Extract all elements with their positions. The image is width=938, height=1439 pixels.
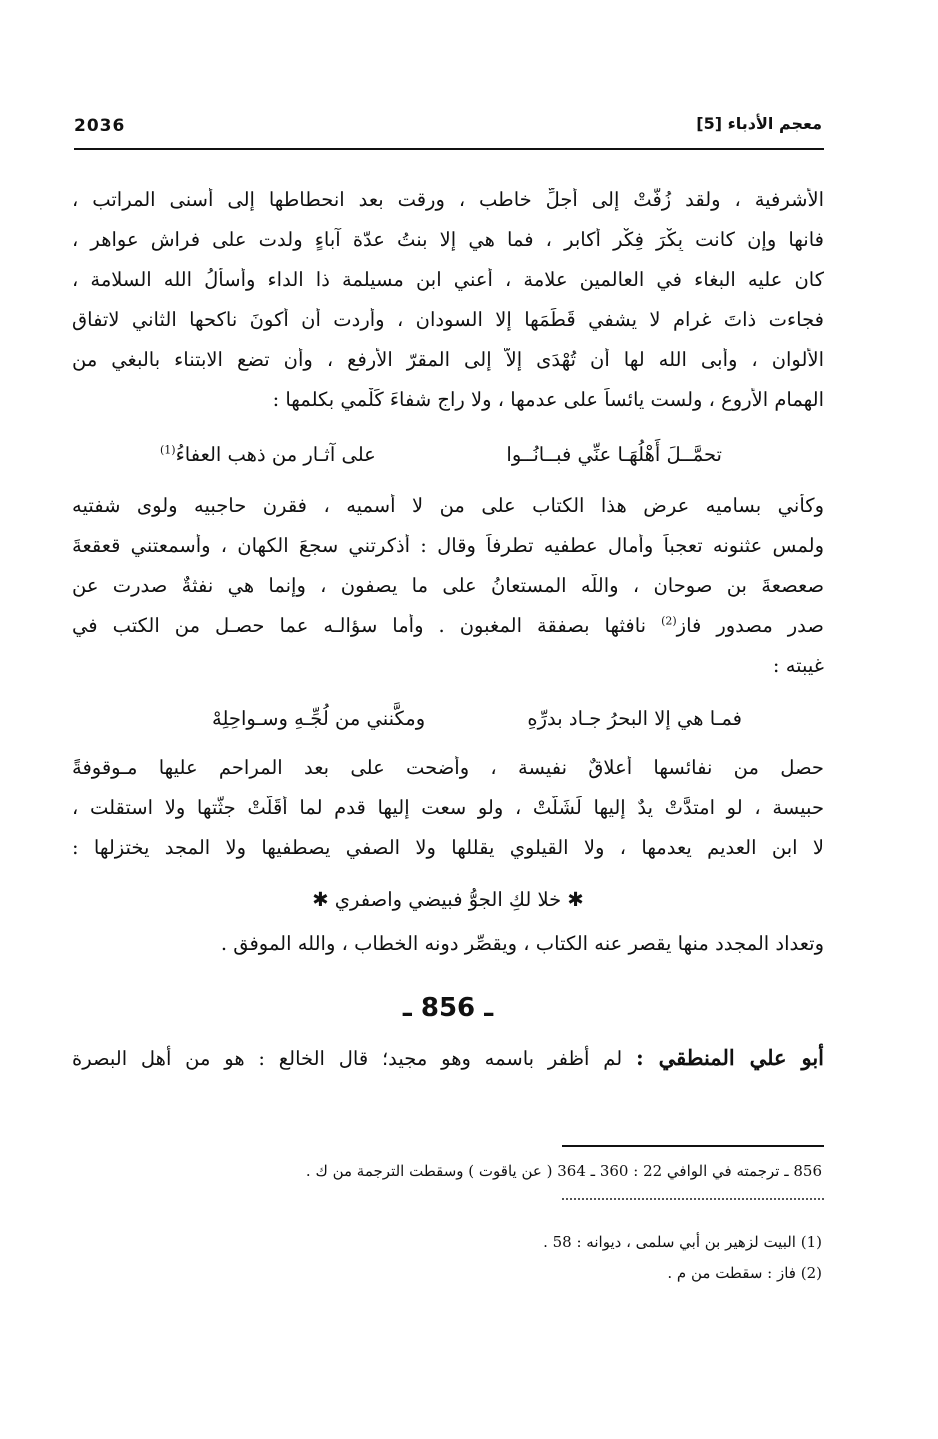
- text-line: وكأني بساميه عرض هذا الكتاب على من لا أسميه ، فقرن حاجبيه ولوى شفتيه: [72, 494, 824, 517]
- source-note: 856 ـ ترجمته في الوافي 22 : 360 ـ 364 ( عن ياقوت ) وسقطت الترجمة من ك .: [305, 1162, 822, 1180]
- verse1-second-text: على آثـار من ذهب العفاءُ: [175, 443, 376, 466]
- running-title: معجم الأدباء [5]: [696, 114, 822, 133]
- text-line: الهمام الأروع ، ولست يائساً على عدمها ، ولا راجٍ شفاءَ كَلْمي بكلمها :: [272, 388, 824, 411]
- dotted-separator: [562, 1198, 824, 1200]
- text-line: الأشرفية ، ولقد زُفّتْ إلى أجلِّ خاطب ، ورقت بعد انحطاطها إلى أسنى المراتب ،: [72, 188, 824, 211]
- text-line: فانها وإن كانت بِكْرَ فِكْرٍ أكابر ، فما هي إلا بنتُ عدّة آباءٍ ولدت على فراش عواهر ،: [72, 228, 824, 251]
- verse1-first-hemistich: تحمَّــلَ أَهْلُهَـا عنِّي فبــانُــوا: [506, 443, 722, 466]
- page-header: [74, 112, 822, 144]
- text-line: لا ابن العديم يعدمها ، ولا القيلوي يقللها ولا الصفي يصطفيها ولا المجد يختزلها :: [72, 836, 824, 859]
- entry-line: [72, 1045, 824, 1070]
- text-line: حبيسة ، لو امتدَّتْ يدٌ إليها لَشَلَّتْ ، ولو سعت إليها قدم لما أَقَلّتْ جثّتها ولا استقلت ،: [72, 796, 824, 819]
- text-line: فجاءت ذاتَ غرام لا يشفي قَطَمَها إلا السودان ، وأردت أن أكونَ ناكحها الثاني لاتفاق: [72, 308, 824, 331]
- text-line-part: صدر مصدور فاز: [676, 614, 824, 637]
- text-line: حصل من نفائسها أعلاقٌ نفيسة ، وأضحت على بعد المراحم عليها مـوقوفةً: [72, 756, 824, 779]
- footnote-ref-1: (1): [160, 443, 176, 457]
- footnote-1: (1) البيت لزهير بن أبي سلمى ، ديوانه : 58 .: [543, 1233, 822, 1251]
- footnote-2: (2) فاز : سقطت من م .: [667, 1264, 822, 1282]
- entry-text: لم أظفر باسمه وهو مجيد؛ قال الخالع : هو من أهل البصرة: [72, 1047, 636, 1070]
- verse2-second-hemistich: ومكَّنني من لُجِّـهِ وسـواحِلِهْ: [212, 707, 426, 730]
- text-line: ولمس عثنونه تعجباً وأمال عطفيه تطرفاً وقال : أذكرتني سجعَ الكهان ، وأسمعتني قعقعةَ: [72, 534, 824, 557]
- verse2-first-hemistich: فمـا هي إلا البحرُ جـاد بدرِّهِ: [527, 707, 742, 730]
- text-line: كان عليه البغاء في العالمين علامة ، أعني ابن مسيلمة ذا الداء وأسألُ الله السلامة ،: [72, 268, 824, 291]
- entry-number: ـ 856 ـ: [402, 993, 494, 1023]
- text-line: الألوان ، وأبى الله لها أن تُهْدَى إلاّ إلى المقرّ الأرفع ، وأن تضع الابتناء بالبغي من: [72, 348, 824, 371]
- page-number: 2036: [74, 116, 126, 136]
- hemistich-quote: ✱ خلا لكِ الجوُّ فبيضي واصفري ✱: [312, 888, 584, 911]
- entry-name: أبو علي المنطقي :: [635, 1045, 825, 1070]
- verse1-second-hemistich: [160, 443, 376, 466]
- footnote-ref-2: (2): [661, 614, 677, 628]
- header-rule: [74, 148, 824, 150]
- text-line: وتعداد المجدد منها يقصر عنه الكتاب ، ويقصِّر دونه الخطاب ، والله الموفق .: [220, 932, 824, 955]
- text-line: [72, 614, 824, 637]
- text-line: غيبته :: [772, 654, 824, 677]
- text-line-part: نافثها بصفقة المغبون . وأما سؤالـه عما حصـل من الكتب في: [72, 614, 662, 637]
- text-line: صعصعةَ بن صوحان ، واللّه المستعانُ على ما يصفون ، وإنما هي نفثةٌ صدرت عن: [72, 574, 824, 597]
- footnote-rule: [562, 1145, 824, 1147]
